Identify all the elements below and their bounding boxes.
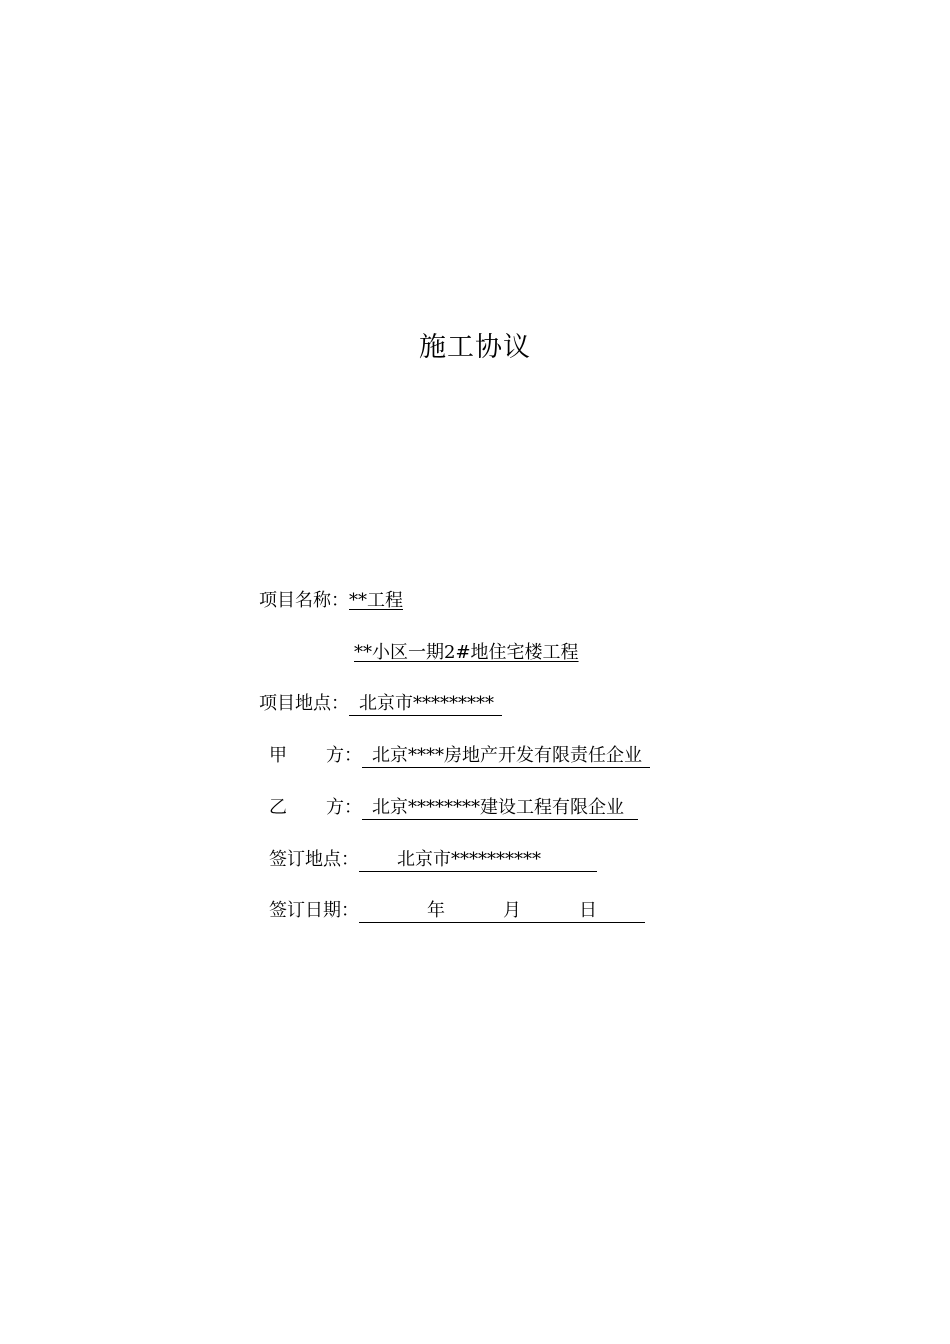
sign-location-row <box>269 848 597 872</box>
party-b-label-char: 乙 <box>269 797 287 818</box>
sign-date-label: 签订日期： <box>269 900 359 921</box>
party-b-value: 北京********建设工程有限企业 <box>372 797 624 818</box>
project-subname-row <box>354 641 579 665</box>
project-name-label: 项目名称： <box>259 590 349 611</box>
party-a-row <box>269 744 650 768</box>
sign-date-day: 日 <box>579 900 597 921</box>
sign-date-year: 年 <box>427 900 445 921</box>
party-a-value: 北京****房地产开发有限责任企业 <box>372 745 642 766</box>
party-b-label-suffix: 方： <box>326 797 362 818</box>
project-subname-value: **小区一期2#地住宅楼工程 <box>354 642 579 663</box>
project-location-label: 项目地点： <box>259 693 349 714</box>
party-a-label-suffix: 方： <box>326 745 362 766</box>
project-location-row <box>259 692 502 716</box>
project-name-value: **工程 <box>349 590 403 611</box>
document-title: 施工协议 <box>419 332 531 363</box>
party-a-label-char: 甲 <box>269 745 287 766</box>
party-b-row <box>269 796 638 820</box>
sign-date-field <box>359 900 645 923</box>
project-location-field <box>349 693 502 716</box>
party-a-field <box>362 745 650 768</box>
sign-date-row <box>269 899 645 923</box>
sign-location-label: 签订地点： <box>269 849 359 870</box>
project-name-row <box>259 589 403 613</box>
sign-date-month: 月 <box>503 900 521 921</box>
project-location-value: 北京市********* <box>359 693 494 714</box>
party-b-field <box>362 797 638 820</box>
sign-location-value: 北京市********** <box>397 849 541 870</box>
sign-location-field <box>359 849 597 872</box>
